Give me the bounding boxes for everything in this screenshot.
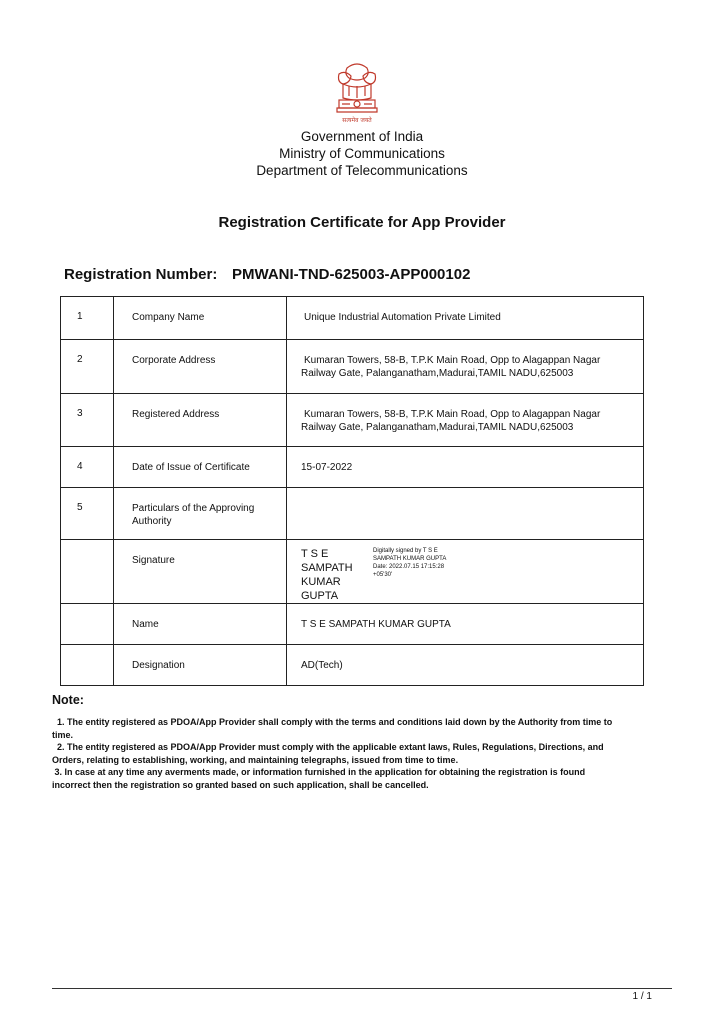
row-label: Date of Issue of Certificate <box>114 447 287 488</box>
table-row <box>61 297 644 340</box>
signature-detail-line: +05'30' <box>373 572 393 578</box>
designation-value: AD(Tech) <box>287 645 644 686</box>
national-emblem-icon <box>329 60 385 128</box>
digital-signature <box>301 540 643 603</box>
note-line: incorrect then the registration so granted based on such application, shall be cancelled. <box>52 779 429 790</box>
note-line: 1. The entity registered as PDOA/App Provider shall comply with the terms and conditions laid down by the Authority from time to <box>52 717 613 727</box>
table-row <box>61 604 644 645</box>
signature-name-line: T S E SAMPATH <box>301 548 353 574</box>
header-line-ministry: Ministry of Communications <box>279 146 445 161</box>
row-label: Name <box>114 604 287 645</box>
row-label: Corporate Address <box>114 340 287 394</box>
registration-number <box>64 266 470 283</box>
notes-list <box>52 716 672 791</box>
note-line: 3. In case at any time any averments made, or information furnished in the application for obtaining the registration is found <box>52 767 586 777</box>
name-value: T S E SAMPATH KUMAR GUPTA <box>287 604 644 645</box>
address-line: Railway Gate, Palanganatham,Madurai,TAMIL NADU,625003 <box>301 422 574 433</box>
header-line-department: Department of Telecommunications <box>256 163 468 178</box>
table-row <box>61 488 644 540</box>
row-number: 5 <box>61 488 114 540</box>
signature-details <box>373 547 446 579</box>
table-row <box>61 645 644 686</box>
certificate-table <box>60 296 644 686</box>
registered-address-value <box>287 394 644 447</box>
row-label: Signature <box>114 540 287 604</box>
signature-value <box>287 540 644 604</box>
row-number: 3 <box>61 394 114 447</box>
table-row <box>61 394 644 447</box>
approving-authority-value <box>287 488 644 540</box>
note-line: Orders, relating to establishing, working, and maintaining telegraphs, issued from time to time. <box>52 754 459 765</box>
page-number: 1 / 1 <box>632 991 652 1002</box>
row-label: Registered Address <box>114 394 287 447</box>
note-line: time. <box>52 729 74 740</box>
signature-detail-line: SAMPATH KUMAR GUPTA <box>373 556 447 562</box>
row-number: 1 <box>61 297 114 340</box>
note-line: 2. The entity registered as PDOA/App Provider must comply with the applicable extant laws, Rules, Regulations, Directions, and <box>52 742 604 752</box>
label-line: Particulars of the Approving <box>132 503 255 514</box>
address-line: Railway Gate, Palanganatham,Madurai,TAMIL NADU,625003 <box>301 368 574 379</box>
signature-detail-line: Date: 2022.07.15 17:15:28 <box>373 564 445 570</box>
row-number: 2 <box>61 340 114 394</box>
row-label: Designation <box>114 645 287 686</box>
corporate-address-value <box>287 340 644 394</box>
row-label <box>114 488 287 540</box>
signature-name <box>301 547 373 603</box>
footer-divider <box>52 988 672 989</box>
issue-date-value: 15-07-2022 <box>287 447 644 488</box>
note-heading: Note: <box>52 693 84 707</box>
table-row <box>61 447 644 488</box>
signature-name-line: KUMAR GUPTA <box>301 576 341 602</box>
address-line: Kumaran Towers, 58-B, T.P.K Main Road, Opp to Alagappan Nagar <box>304 409 601 420</box>
header-line-government: Government of India <box>300 129 424 144</box>
row-number: 4 <box>61 447 114 488</box>
table-row <box>61 540 644 604</box>
row-label: Company Name <box>114 297 287 340</box>
signature-detail-line: Digitally signed by T S E <box>373 548 438 554</box>
registration-number-value: PMWANI-TND-625003-APP000102 <box>232 266 471 283</box>
address-line: Kumaran Towers, 58-B, T.P.K Main Road, Opp to Alagappan Nagar <box>304 355 601 366</box>
label-line: Authority <box>132 516 172 527</box>
certificate-title: Registration Certificate for App Provider <box>218 214 506 231</box>
company-name-value: Unique Industrial Automation Private Limited <box>287 297 644 340</box>
table-row <box>61 340 644 394</box>
emblem-motto: सत्यमेव जयते <box>342 117 372 124</box>
registration-number-label: Registration Number: <box>64 266 218 283</box>
